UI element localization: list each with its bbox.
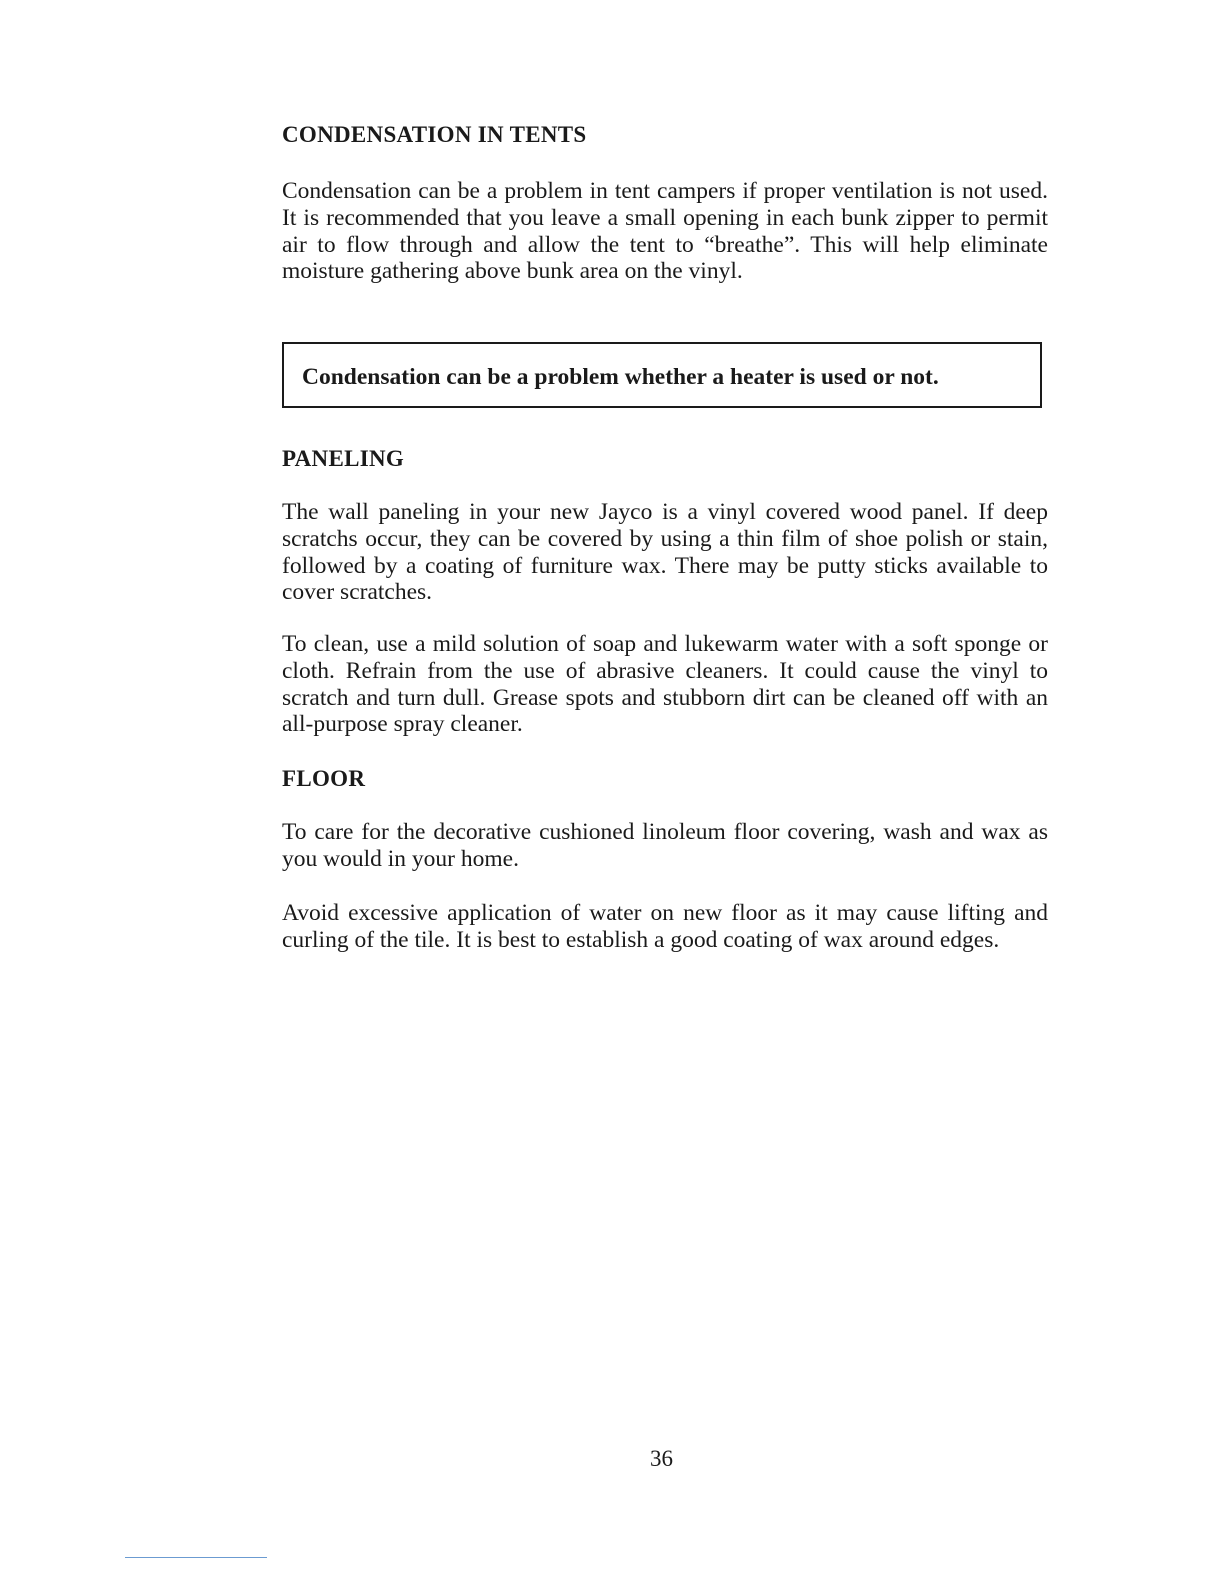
condensation-heading: CONDENSATION IN TENTS [282, 122, 587, 147]
floor-paragraph-2: Avoid excessive application of water on new floor as it may cause lifting and curling of the tile. It is best to establish a good coating of wax around edges. [282, 900, 1048, 953]
condensation-note-text: Condensation can be a problem whether a heater is used or not. [302, 364, 939, 390]
condensation-note-box [282, 342, 1042, 408]
footer-rule [125, 1557, 267, 1558]
floor-paragraph-1: To care for the decorative cushioned linoleum floor covering, wash and wax as you would in your home. [282, 819, 1048, 872]
floor-heading: FLOOR [282, 766, 366, 791]
condensation-paragraph: Condensation can be a problem in tent campers if proper ventilation is not used. It is recommended that you leave a small opening in each bunk zipper to permit air to flow through and allow the tent to “breathe”. This will help eliminate moisture gathering above bunk area on the vinyl. [282, 178, 1048, 285]
page-number: 36 [650, 1446, 673, 1471]
paneling-paragraph-2: To clean, use a mild solution of soap and lukewarm water with a soft sponge or cloth. Refrain from the use of abrasive cleaners. It could cause the vinyl to scratch and turn dull. Grease spots and stubborn dirt can be cleaned off with an all-purpose spray cleaner. [282, 631, 1048, 738]
paneling-paragraph-1: The wall paneling in your new Jayco is a vinyl covered wood panel. If deep scratchs occur, they can be covered by using a thin film of shoe polish or stain, followed by a coating of furniture wax. There may be putty sticks available to cover scratches. [282, 499, 1048, 606]
paneling-heading: PANELING [282, 446, 405, 471]
